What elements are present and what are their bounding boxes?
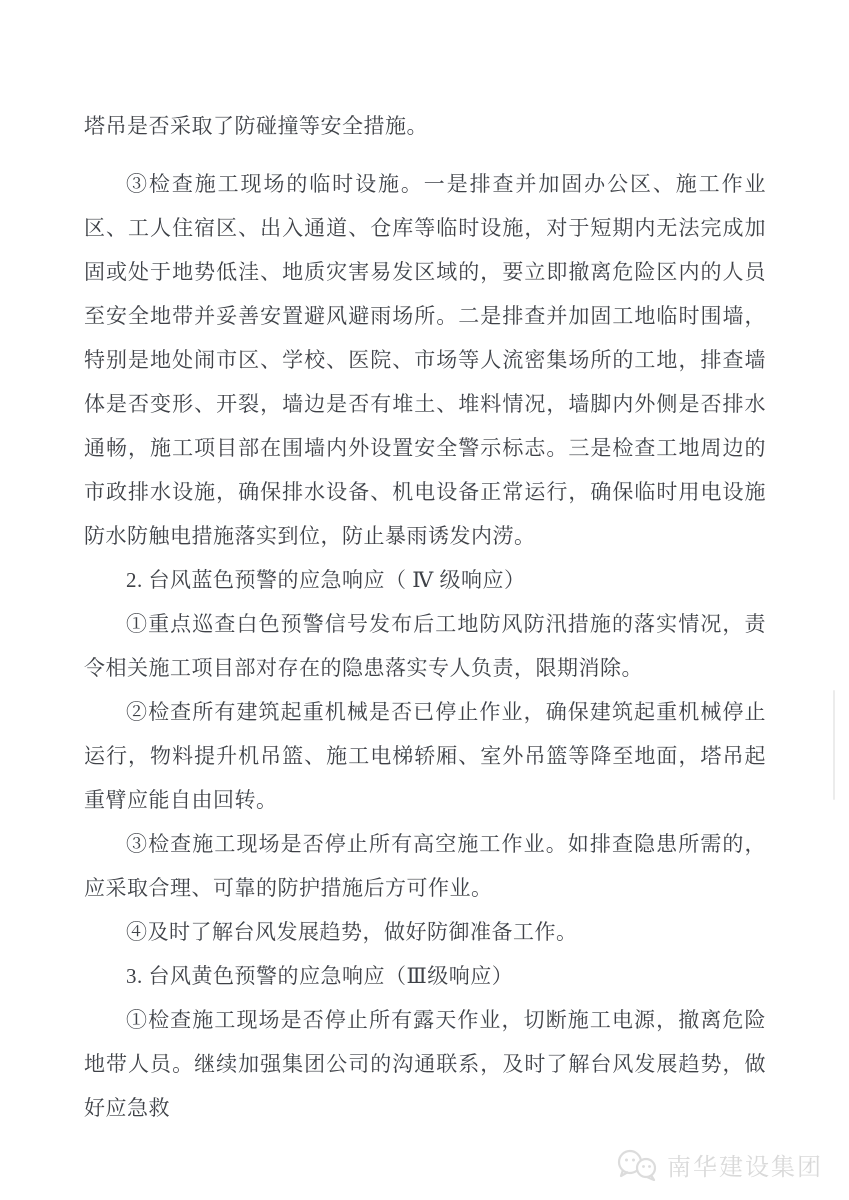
paragraph: ③检查施工现场的临时设施。一是排查并加固办公区、施工作业区、工人住宿区、出入通道、仓库等临时设施，对于短期内无法完成加固或处于地势低洼、地质灾害易发区域的，要立即撤离危险区内的人员至安全地带并妥善安置避风避雨场所。二是排查并加固工地临时围墙，特别是地处闹市区、学校、医院、市场等人流密集场所的工地，排查墙体是否变形、开裂，墙边是否有堆土、堆料情况，墙脚内外侧是否排水通畅，施工项目部在围墙内外设置安全警示标志。三是检查工地周边的市政排水设施，确保排水设备、机电设备正常运行，确保临时用电设施防水防触电措施落实到位，防止暴雨诱发内涝。: [84, 172, 766, 548]
wechat-bubbles-icon: [617, 1149, 659, 1181]
paragraph: ②检查所有建筑起重机械是否已停止作业，确保建筑起重机械停止运行，物料提升机吊篮、施工电梯轿厢、室外吊篮等降至地面，塔吊起重臂应能自由回转。: [84, 700, 766, 812]
paragraph: ③检查施工现场是否停止所有高空施工作业。如排查隐患所需的，应采取合理、可靠的防护措施后方可作业。: [84, 832, 766, 900]
document-body: [84, 104, 766, 1130]
footer-brand-text: 南华建设集团: [667, 1154, 823, 1181]
paragraph: ④及时了解台风发展趋势，做好防御准备工作。: [126, 920, 578, 944]
paragraph: ①重点巡查白色预警信号发布后工地防风防汛措施的落实情况，责令相关施工项目部对存在的隐患落实专人负责，限期消除。: [84, 612, 766, 680]
scan-artifact: [833, 690, 835, 800]
section-heading: 2. 台风蓝色预警的应急响应（ Ⅳ 级响应）: [126, 568, 526, 592]
paragraph: ①检查施工现场是否停止所有露天作业，切断施工电源，撤离危险地带人员。继续加强集团公司的沟通联系，及时了解台风发展趋势，做好应急救: [84, 1008, 766, 1120]
section-heading: 3. 台风黄色预警的应急响应（Ⅲ级响应）: [126, 964, 514, 988]
footer-brand: [617, 1147, 823, 1182]
paragraph: 塔吊是否采取了防碰撞等安全措施。: [84, 114, 428, 138]
